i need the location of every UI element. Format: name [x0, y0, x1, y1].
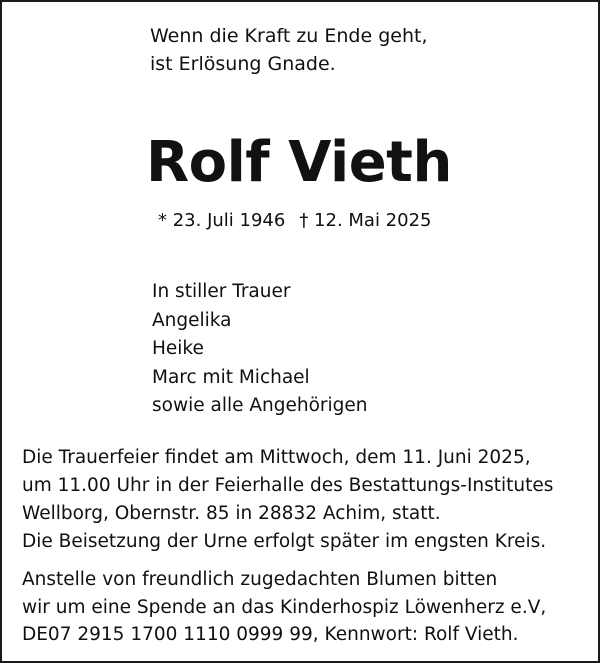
donation-line: Anstelle von freundlich zugedachten Blumen bitten — [22, 569, 498, 590]
memorial-quote — [150, 22, 428, 78]
mourner-name: Heike — [152, 338, 204, 359]
mourner-name: Angelika — [152, 309, 232, 331]
mourners-intro: In stiller Trauer — [152, 281, 291, 302]
donation-line: DE07 2915 1700 1110 0999 99, Kennwort: Rolf Vieth. — [22, 624, 519, 645]
service-line: um 11.00 Uhr in der Feierhalle des Bestattungs-Institutes — [22, 475, 554, 496]
service-line: Die Trauerfeier findet am Mittwoch, dem 11. Juni 2025, — [22, 447, 531, 468]
funeral-service-info — [22, 444, 553, 556]
mourners-list — [152, 278, 368, 421]
life-dates — [158, 208, 432, 234]
donation-line: wir um eine Spende an das Kinderhospiz Löwenherz e.V, — [22, 596, 547, 618]
service-line: Wellborg, Obernstr. 85 in 28832 Achim, statt. — [22, 503, 441, 524]
birth-date: * 23. Juli 1946 — [158, 210, 286, 231]
quote-line: Wenn die Kraft zu Ende geht, — [150, 25, 428, 47]
mourner-name: sowie alle Angehörigen — [152, 395, 368, 416]
death-date: † 12. Mai 2025 — [299, 210, 432, 231]
service-line: Die Beisetzung der Urne erfolgt später im engsten Kreis. — [22, 531, 547, 552]
mourner-name: Marc mit Michael — [152, 366, 310, 388]
deceased-name: Rolf Vieth — [146, 130, 452, 195]
donation-request — [22, 566, 546, 649]
quote-line: ist Erlösung Gnade. — [150, 53, 336, 75]
